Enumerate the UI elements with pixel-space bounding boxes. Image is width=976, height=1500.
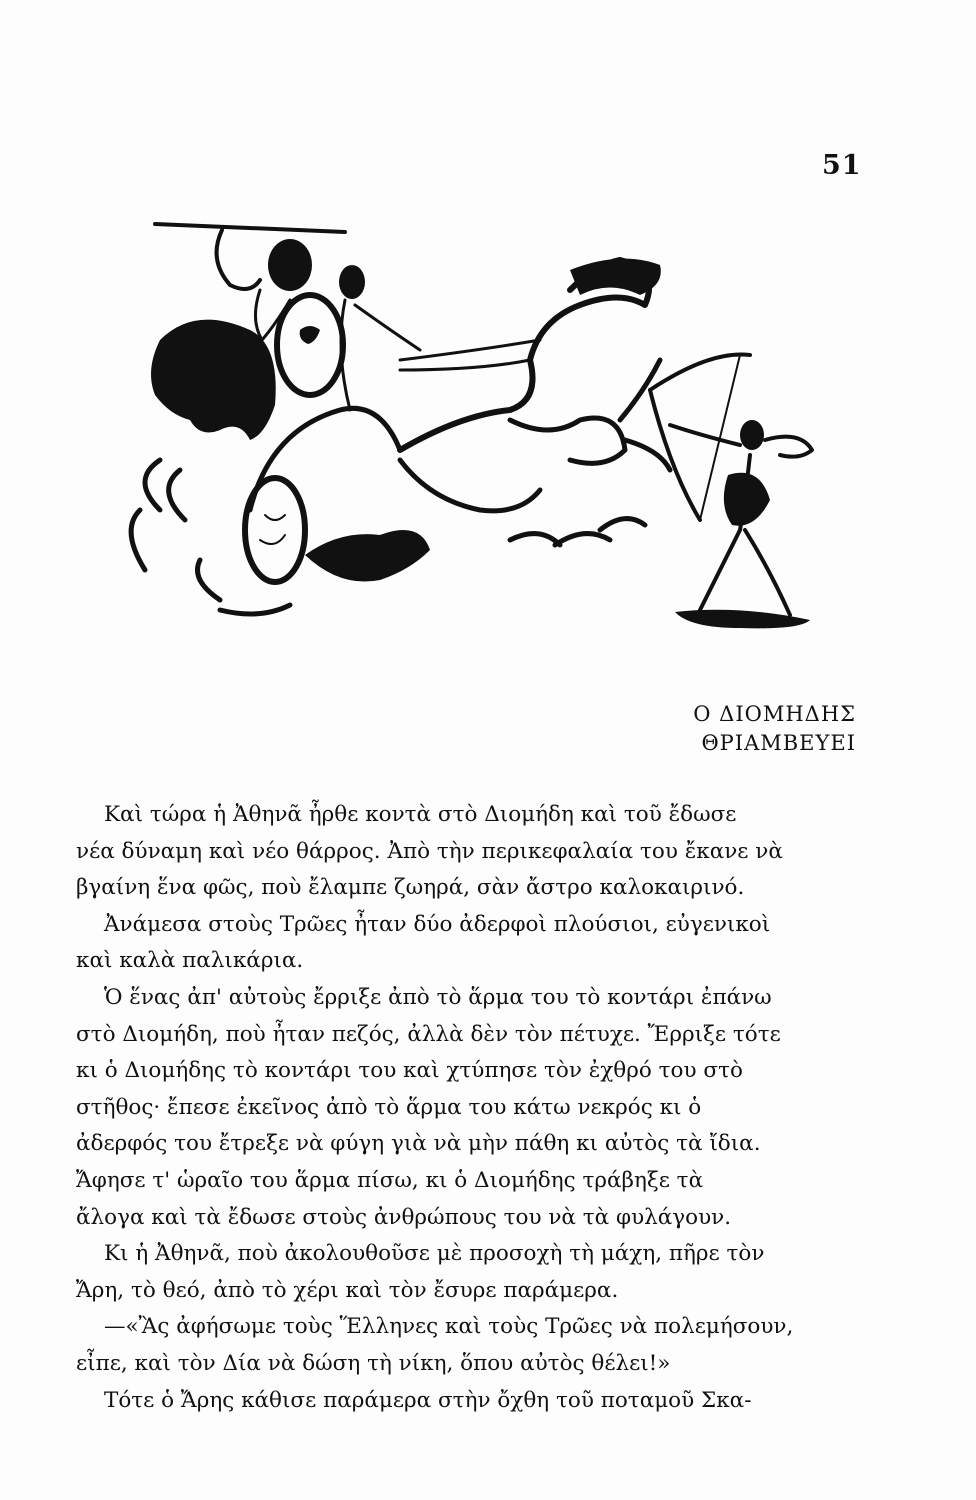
text-line: στῆθος· ἔπεσε ἐκεῖνος ἀπὸ τὸ ἅρμα του κάτω νεκρός κι ὁ (76, 1094, 702, 1120)
text-line: κι ὁ Διομήδης τὸ κοντάρι του καὶ χτύπησε τὸν ἐχθρό του στὸ (76, 1058, 743, 1084)
text-line: ἄλογα καὶ τὰ ἔδωσε στοὺς ἀνθρώπους του νὰ τὰ φυλάγουν. (76, 1204, 732, 1230)
text-line: —«Ἂς ἀφήσωμε τοὺς Ἕλληνες καὶ τοὺς Τρῶες νὰ πολεμήσουν, (104, 1314, 794, 1340)
text-line: στὸ Διομήδη, ποὺ ἦταν πεζός, ἀλλὰ δὲν τὸν πέτυχε. Ἔρριξε τότε (76, 1021, 781, 1047)
body-text (76, 797, 880, 1419)
text-line: Τότε ὁ Ἄρης κάθισε παράμερα στὴν ὄχθη τοῦ ποταμοῦ Σκα- (104, 1387, 752, 1413)
text-line: Ἄφησε τ' ὡραῖο του ἅρμα πίσω, κι ὁ Διομήδης τράβηξε τὰ (76, 1167, 704, 1193)
caption-line-2: ΘΡΙΑΜΒΕΥΕΙ (701, 731, 856, 755)
text-line: Ὁ ἕνας ἀπ' αὐτοὺς ἔρριξε ἀπὸ τὸ ἅρμα του τὸ κοντάρι ἐπάνω (104, 984, 772, 1010)
caption-line-1: Ο ΔΙΟΜΗΔΗΣ (693, 702, 856, 726)
text-line: καὶ καλὰ παλικάρια. (76, 948, 304, 974)
text-line: νέα δύναμη καὶ νέο θάρρος. Ἀπὸ τὴν περικεφαλαία του ἔκανε νὰ (76, 838, 783, 864)
text-line: βγαίνη ἕνα φῶς, ποὺ ἔλαμπε ζωηρά, σὰν ἄστρο καλοκαιρινό. (76, 875, 745, 901)
chariot-battle-illustration (100, 210, 870, 650)
chariot-battle-drawing (100, 210, 870, 650)
chapter-caption (693, 700, 856, 758)
text-line: Ἄρη, τὸ θεό, ἀπὸ τὸ χέρι καὶ τὸν ἔσυρε παράμερα. (76, 1277, 619, 1303)
text-line: Καὶ τώρα ἡ Ἀθηνᾶ ἦρθε κοντὰ στὸ Διομήδη καὶ τοῦ ἔδωσε (104, 802, 737, 827)
text-line: Ἀνάμεσα στοὺς Τρῶες ἦταν δύο ἀδερφοὶ πλούσιοι, εὐγενικοὶ (104, 911, 771, 937)
text-line: ἀδερφός του ἔτρεξε νὰ φύγη γιὰ νὰ μὴν πάθη κι αὐτὸς τὰ ἴδια. (76, 1131, 761, 1157)
page-number: 51 (822, 150, 862, 181)
text-line: Κι ἡ Ἀθηνᾶ, ποὺ ἀκολουθοῦσε μὲ προσοχὴ τὴ μάχη, πῆρε τὸν (104, 1241, 765, 1267)
text-line: εἶπε, καὶ τὸν Δία νὰ δώση τὴ νίκη, ὅπου αὐτὸς θέλει!» (76, 1350, 671, 1376)
